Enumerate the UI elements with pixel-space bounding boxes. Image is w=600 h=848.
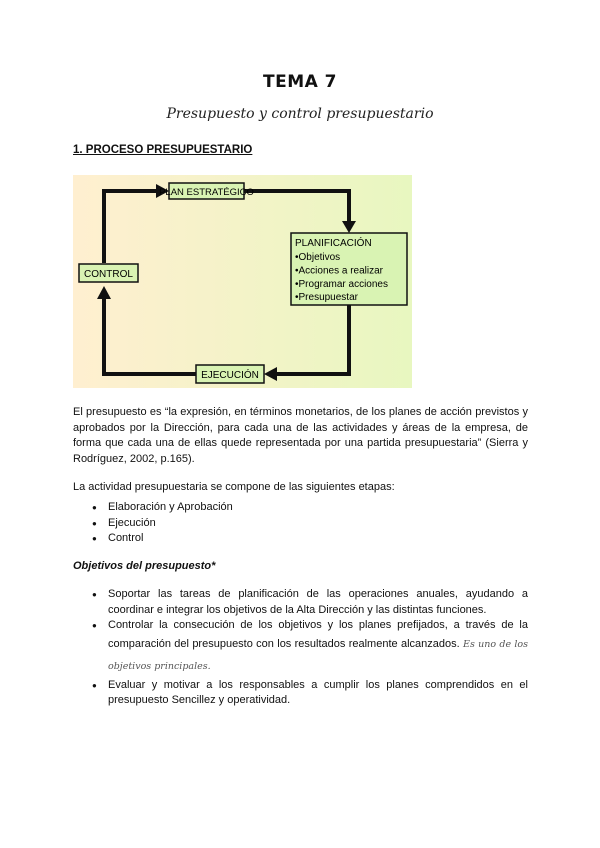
list-item [92, 587, 528, 618]
objective-text: Soportar las tareas de planificación de las operaciones anuales, ayudando a coordinar e integrar los objetivos de la Alta Dirección y las distintas funciones. [108, 588, 528, 616]
ejecucion-label: EJECUCIÓN [201, 370, 259, 381]
control-label: CONTROL [84, 269, 133, 280]
objectives-heading: Objetivos del presupuesto* [73, 560, 216, 572]
budget-process-diagram [73, 175, 412, 388]
list-item [92, 678, 528, 709]
planificacion-title: PLANIFICACIÓN [295, 238, 372, 249]
objective-text: Controlar la consecución de los objetivos y los planes prefijados, a través de la comparación del presupuesto con los resultados realmente alcanzados. [108, 619, 528, 650]
stages-intro: La actividad presupuestaria se compone de las siguientes etapas: [73, 481, 395, 493]
objectives-list [92, 587, 528, 709]
list-item: ● Ejecución [92, 516, 233, 532]
page-title: TEMA 7 [262, 72, 338, 92]
section-heading: 1. PROCESO PRESUPUESTARIO [73, 144, 253, 156]
handwritten-note: Es uno de los objetivos principales. [108, 638, 528, 672]
plan-estrategico-label: PLAN ESTRATÉGICO [159, 187, 254, 198]
definition-paragraph: El presupuesto es “la expresión, en términos monetarios, de los planes de acción previstos y aprobados por la Dirección, para cada una de las actividades y áreas de la empresa, de forma que cada una de ellas quede representada por una partida presupuestaria” (Sierra y Rodríguez, 2002, p.165). [73, 406, 528, 465]
stages-list [92, 500, 233, 547]
planificacion-item: •Programar acciones [295, 279, 388, 290]
list-item: ● Control [92, 531, 233, 547]
objective-text: Evaluar y motivar a los responsables a cumplir los planes comprendidos en el presupuesto Sencillez y operatividad. [108, 678, 528, 706]
page-subtitle: Presupuesto y control presupuestario [166, 106, 434, 122]
list-item: ● Elaboración y Aprobación [92, 500, 233, 516]
planificacion-item: •Objetivos [295, 252, 341, 263]
planificacion-item: •Presupuestar [295, 292, 358, 303]
list-item [92, 618, 528, 678]
planificacion-item: •Acciones a realizar [295, 265, 383, 277]
